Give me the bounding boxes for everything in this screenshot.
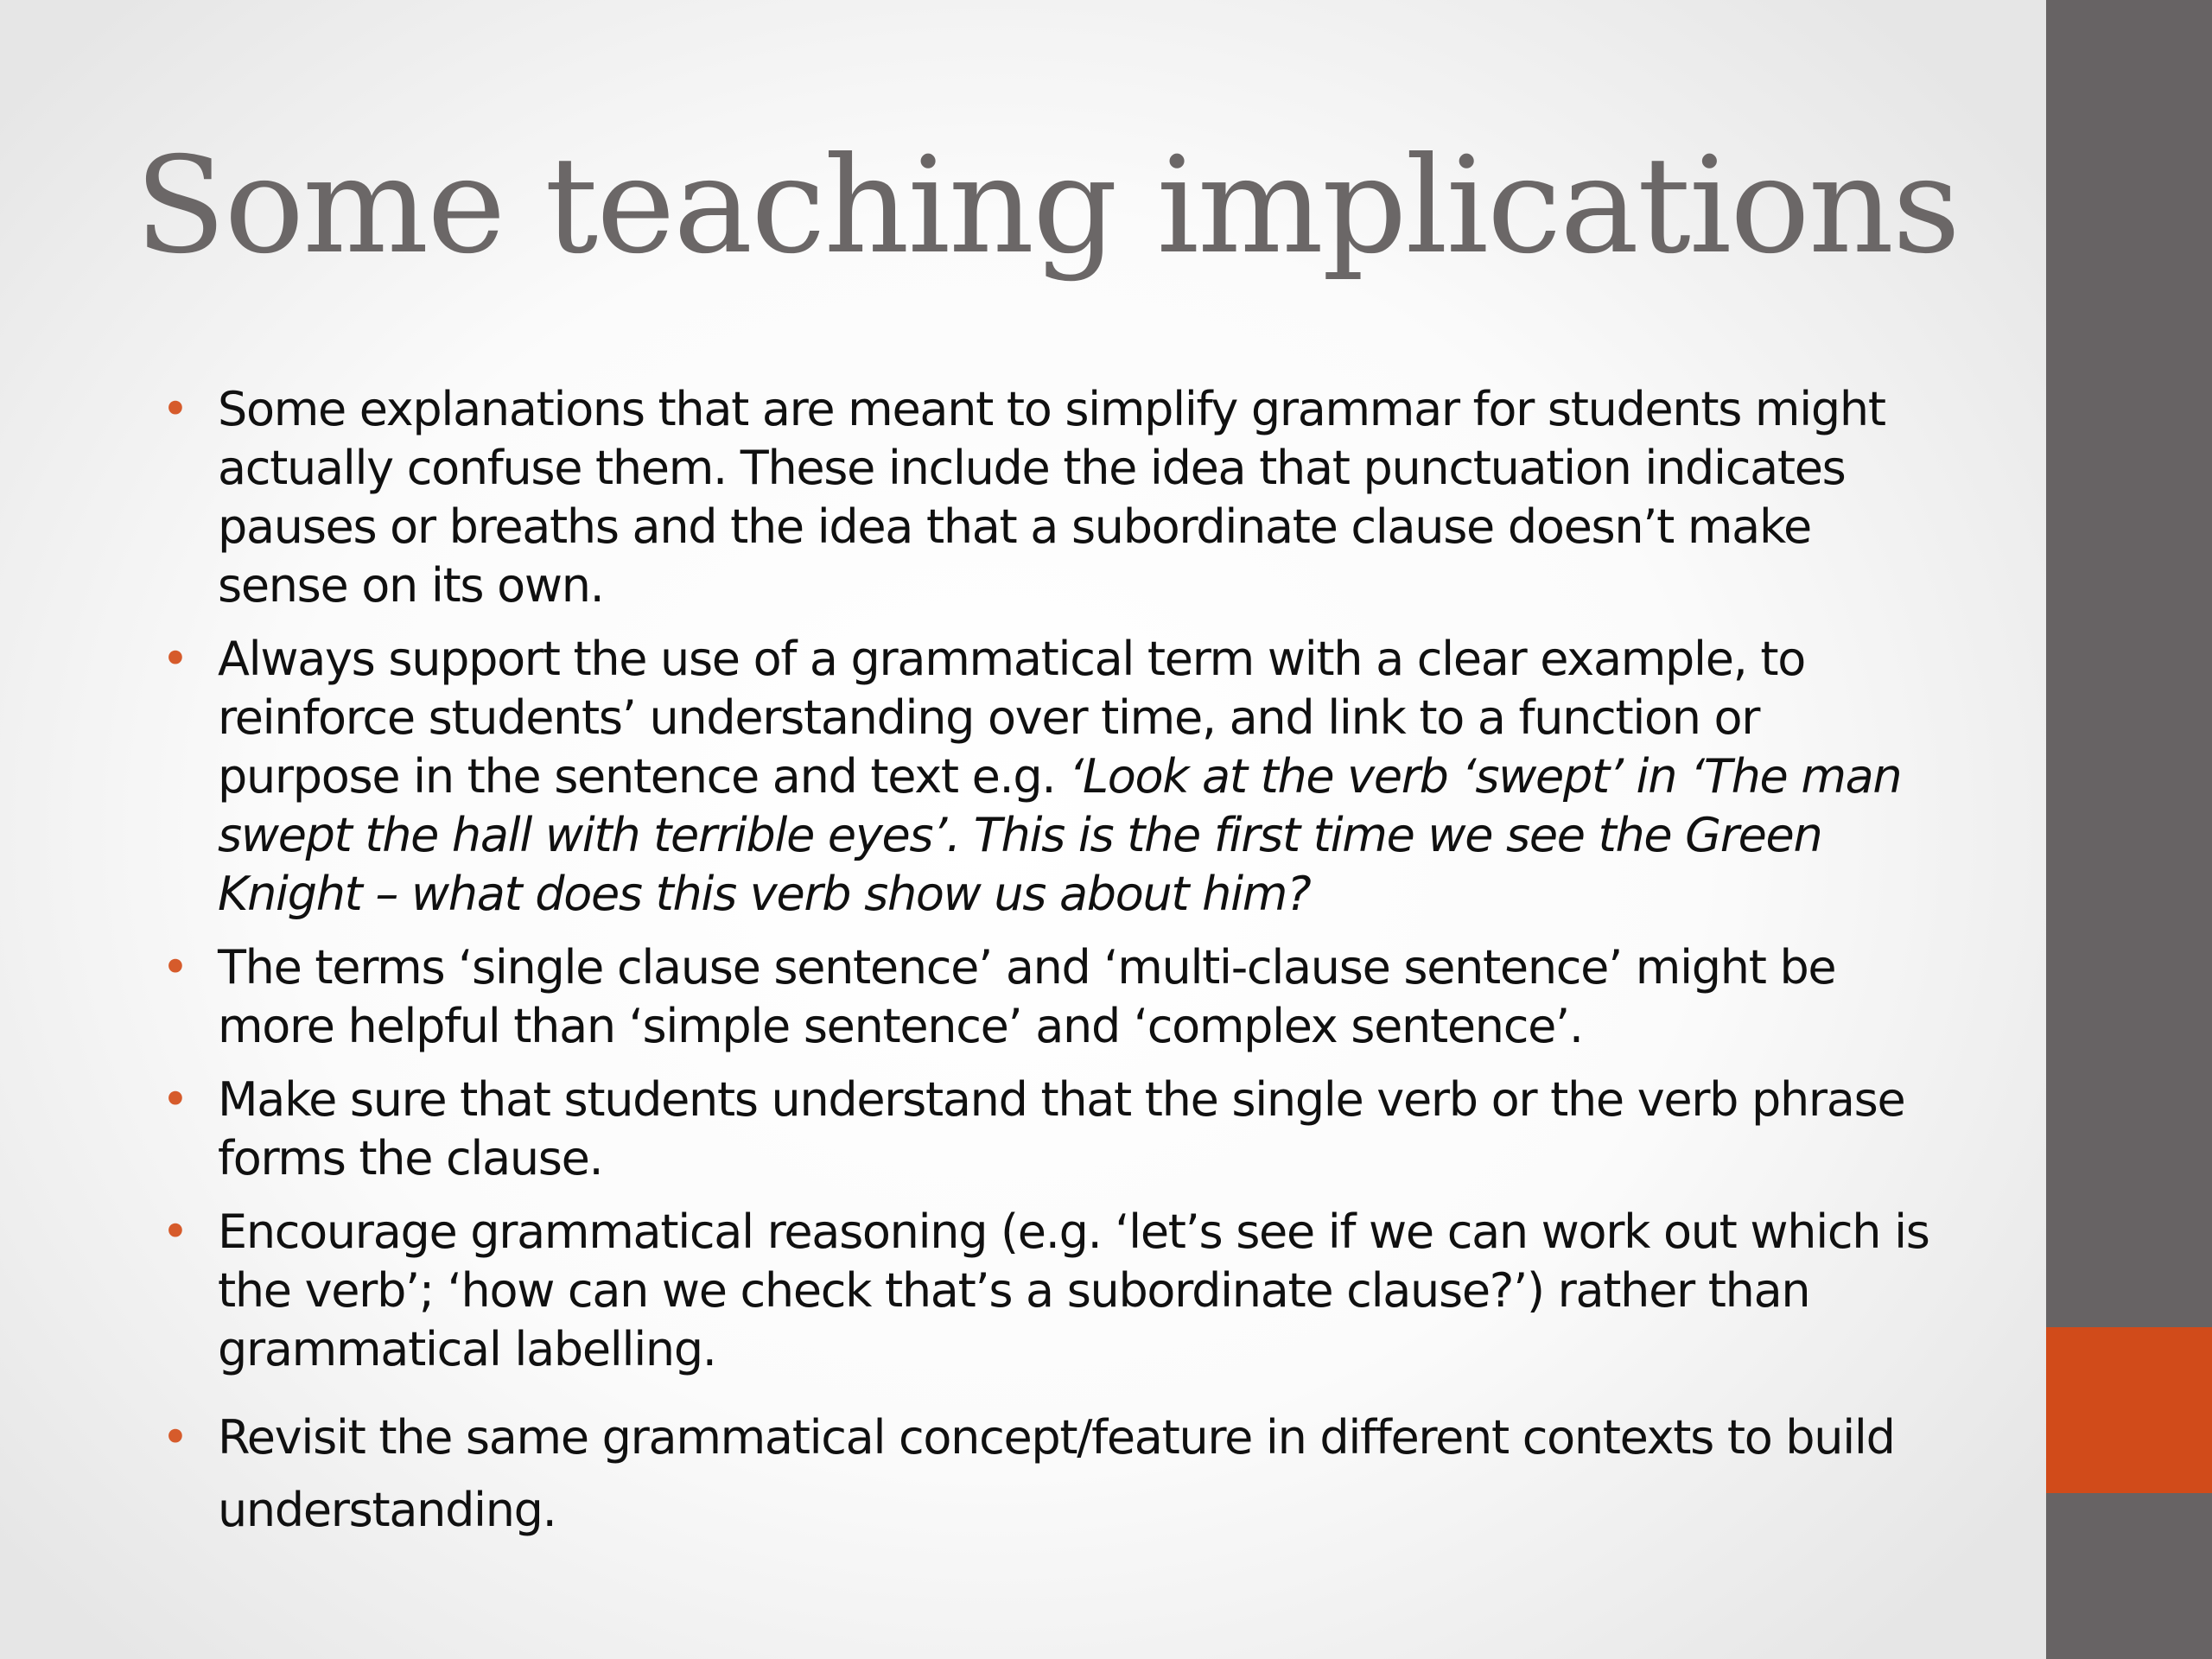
bullet-text: Make sure that students understand that the single verb or the verb phrase forms the clause. <box>218 1072 1905 1185</box>
bullet-dot-icon: • <box>162 940 188 995</box>
bullet-dot-icon: • <box>162 632 188 686</box>
bullet-list <box>162 380 1946 1547</box>
bullet-text-plain: Always support the use of a grammatical term with a clear example, to reinforce students’ understanding over time, and link to a function or purpose in the sentence and text e.g. <box>218 632 1805 804</box>
bullet-item <box>162 1071 1946 1188</box>
bullet-text: Encourage grammatical reasoning (e.g. ‘let’s see if we can work out which is the verb’; ‘how can we check that’s a subordinate clause?’) rather than grammatical labelling. <box>218 1205 1929 1376</box>
side-accent-block <box>2046 1327 2212 1493</box>
bullet-item <box>162 630 1946 924</box>
bullet-item <box>162 380 1946 615</box>
bullet-item <box>162 1402 1946 1547</box>
slide-title: Some teaching implications <box>135 129 1960 283</box>
bullet-text: Revisit the same grammatical concept/feature in different contexts to build understanding. <box>218 1410 1895 1537</box>
bullet-text: Some explanations that are meant to simplify grammar for students might actually confuse them. These include the idea that punctuation indicates pauses or breaths and the idea that a subordinate clause doesn’t make sense on its own. <box>218 382 1885 613</box>
bullet-text: The terms ‘single clause sentence’ and ‘multi-clause sentence’ might be more helpful than ‘simple sentence’ and ‘complex sentence’. <box>218 940 1836 1053</box>
bullet-text <box>218 630 1946 924</box>
bullet-item <box>162 938 1946 1056</box>
bullet-dot-icon: • <box>162 1410 188 1465</box>
bullet-dot-icon: • <box>162 382 188 436</box>
bullet-dot-icon: • <box>162 1205 188 1259</box>
bullet-item <box>162 1203 1946 1379</box>
bullet-dot-icon: • <box>162 1072 188 1127</box>
bullet-example-italic: ‘Look at the verb ‘swept’ in ‘The man swept the hall with terrible eyes’. This is the first time we see the Green Knight – what does this verb show us about him? <box>218 749 1902 921</box>
